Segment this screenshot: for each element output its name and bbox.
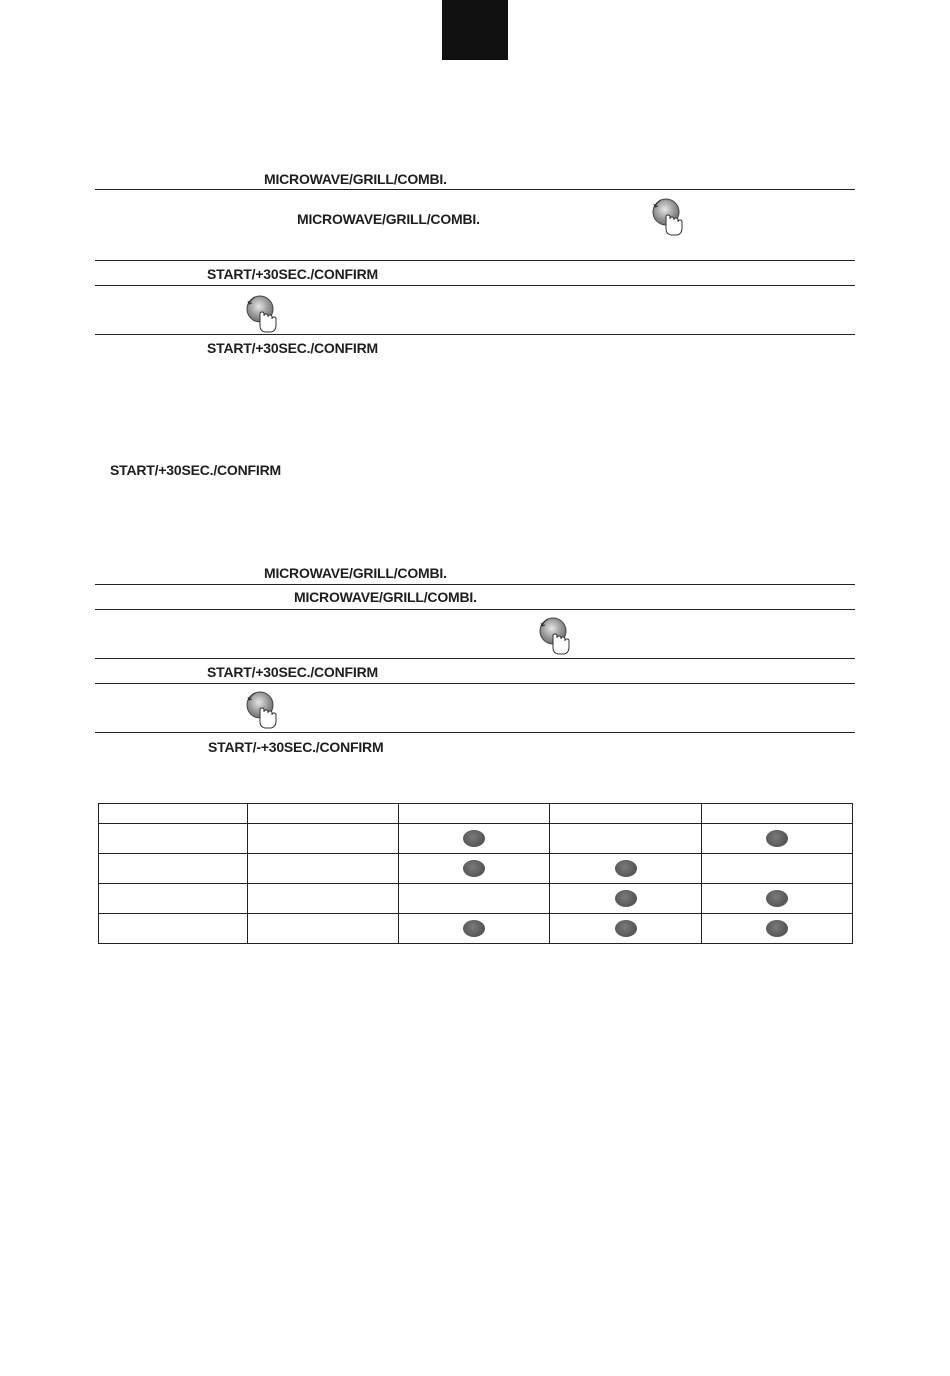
active-indicator-dot [615,920,637,937]
microwave-grill-combi-key: MICROWAVE/GRILL/COMBI. [297,211,480,227]
table-cell [702,854,853,884]
rotary-knob-icon [243,688,279,730]
table-row [99,884,853,914]
page-tab-marker [442,0,508,60]
active-indicator-dot [463,920,485,937]
table-row [99,854,853,884]
table-cell [399,854,550,884]
divider [95,285,855,286]
table-header-row [99,804,853,824]
start-confirm-key: START/+30SEC./CONFIRM [207,340,378,356]
divider [95,260,855,261]
active-indicator-dot [615,860,637,877]
table-cell [99,854,248,884]
table-row [99,824,853,854]
table-cell [702,824,853,854]
active-indicator-dot [615,890,637,907]
table-cell [550,824,702,854]
table-cell [399,914,550,944]
divider [95,334,855,335]
divider [95,189,855,190]
table-cell [702,914,853,944]
table-cell [99,884,248,914]
table-cell [399,884,550,914]
microwave-grill-combi-key: MICROWAVE/GRILL/COMBI. [264,565,447,581]
divider [95,658,855,659]
table-cell [248,884,399,914]
start-confirm-key: START/+30SEC./CONFIRM [207,266,378,282]
table-cell [248,824,399,854]
start-confirm-key: START/+30SEC./CONFIRM [110,462,281,478]
table-cell [99,804,248,824]
start-confirm-key: START/-+30SEC./CONFIRM [208,739,384,755]
table-cell [99,824,248,854]
divider [95,609,855,610]
microwave-grill-combi-key: MICROWAVE/GRILL/COMBI. [294,589,477,605]
active-indicator-dot [766,920,788,937]
table-cell [550,884,702,914]
table-cell [248,914,399,944]
microwave-grill-combi-key: MICROWAVE/GRILL/COMBI. [264,171,447,187]
divider [95,732,855,733]
rotary-knob-icon [243,292,279,334]
divider [95,683,855,684]
active-indicator-dot [463,860,485,877]
divider [95,584,855,585]
table-cell [99,914,248,944]
table-cell [702,804,853,824]
table-cell [702,884,853,914]
active-indicator-dot [766,830,788,847]
table-cell [550,804,702,824]
active-indicator-dot [463,830,485,847]
active-indicator-dot [766,890,788,907]
table-cell [550,854,702,884]
rotary-knob-icon [536,614,572,656]
combination-table [98,803,853,944]
table-cell [399,824,550,854]
table-row [99,914,853,944]
table-cell [248,854,399,884]
table-cell [550,914,702,944]
table-cell [248,804,399,824]
start-confirm-key: START/+30SEC./CONFIRM [207,664,378,680]
table-cell [399,804,550,824]
rotary-knob-icon [649,195,685,237]
